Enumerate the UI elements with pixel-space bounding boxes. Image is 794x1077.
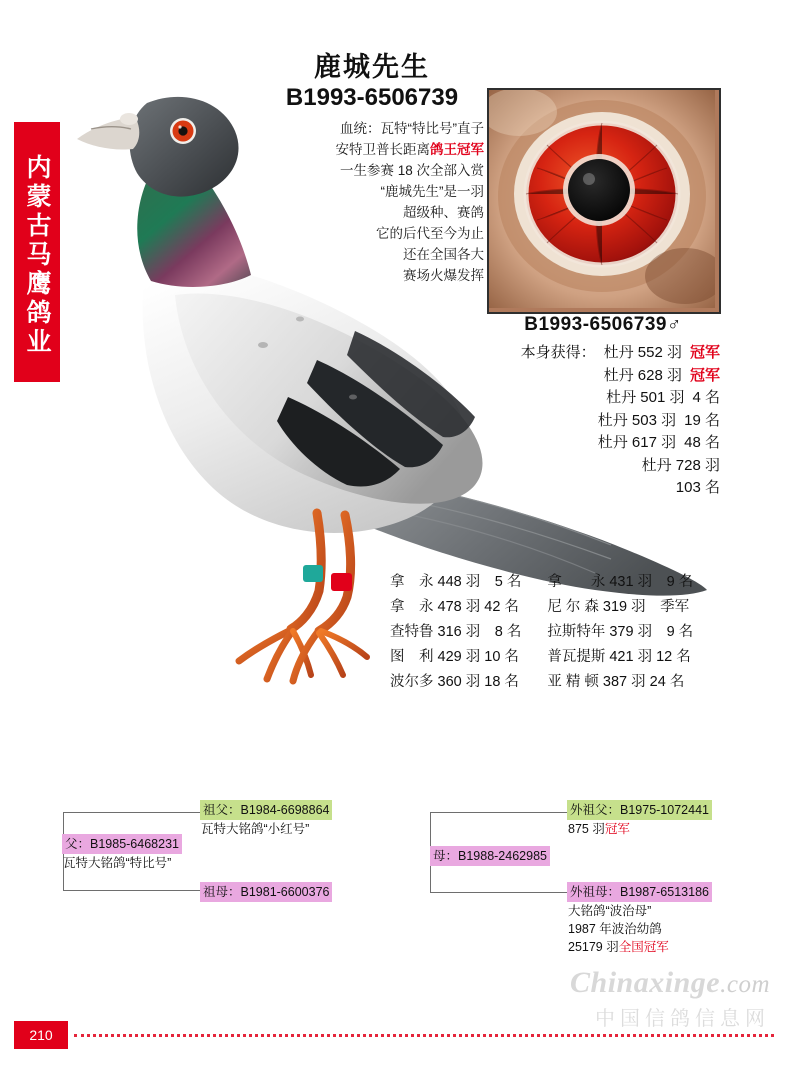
pedigree-connector — [63, 812, 201, 813]
race-place: 103 名 — [675, 479, 720, 496]
ring-number: B1993-6506739 — [285, 84, 459, 112]
race-item: 查特鲁 316 羽 8 名 — [390, 623, 522, 640]
results-row — [470, 432, 720, 455]
race-column-left — [390, 570, 521, 695]
race-place: 4 名 — [692, 389, 720, 406]
results-row — [470, 365, 720, 388]
results-row — [470, 410, 720, 433]
footer-divider — [74, 1034, 774, 1037]
page-title: 鹿城先生 — [314, 52, 430, 82]
race-place: 冠军 — [689, 344, 720, 361]
pedigree-band: 外祖母：B1987-6513186 — [567, 882, 712, 902]
race-item: 图 利 429 羽 10 名 — [390, 648, 519, 665]
page-number: 210 — [14, 1021, 68, 1049]
race-name: 杜丹 628 羽 — [603, 366, 682, 384]
race-item: 拿 永 478 羽 42 名 — [390, 598, 519, 615]
desc-line: “鹿城先生”是一羽 — [380, 183, 484, 199]
own-results-label: 本身获得： — [520, 344, 596, 361]
results-row — [470, 342, 720, 365]
pedigree-band: 外祖父：B1975-1072441 — [567, 800, 712, 820]
title-block — [258, 52, 486, 286]
pedigree-connector — [430, 892, 568, 893]
watermark — [570, 966, 770, 1031]
race-item: 亚 精 顿 387 羽 24 名 — [547, 673, 685, 690]
pedigree-node-dam-dam — [567, 882, 712, 957]
pedigree-band: 父：B1985-6468231 — [62, 834, 182, 854]
race-column-right — [547, 570, 693, 695]
pedigree-node-dam — [430, 846, 550, 866]
own-results — [470, 342, 720, 500]
watermark-sub: 中国信鸽信息网 — [595, 1008, 770, 1030]
race-item: 拉斯特年 379 羽 9 名 — [547, 623, 694, 640]
race-place: 冠军 — [689, 366, 720, 384]
race-name: 杜丹 617 羽 — [597, 434, 677, 451]
desc-line: 一生参赛 18 次全部入赏 — [339, 162, 484, 178]
results-row — [470, 387, 720, 410]
race-item: 波尔多 360 羽 18 名 — [390, 673, 519, 690]
pedigree-note: 1987 年波治幼鸽 — [568, 922, 662, 937]
watermark-main: Chinaxinge.com — [570, 966, 770, 999]
race-name: 杜丹 728 羽 — [641, 456, 720, 474]
race-place: 48 名 — [684, 434, 720, 451]
race-item: 拿 永 448 羽 5 名 — [390, 574, 522, 590]
race-item: 尼 尔 森 319 羽 季军 — [547, 598, 690, 615]
pedigree-node-dam-sire — [567, 800, 712, 838]
pedigree-node-sire-sire — [200, 800, 332, 838]
pedigree-chart — [0, 790, 794, 980]
race-name: 杜丹 552 羽 — [603, 344, 682, 361]
side-banner: 内蒙古马鹰鸽业 — [14, 122, 60, 382]
pedigree-note: 大铭鸽“波治母” — [568, 904, 652, 919]
desc-line: 血统：瓦特“特比号”直子 — [340, 121, 484, 137]
pedigree-connector — [63, 890, 201, 891]
race-name: 杜丹 503 羽 — [597, 411, 677, 429]
race-results-list — [390, 570, 738, 695]
pedigree-note: 瓦特大铭鸽“小红号” — [201, 822, 310, 837]
pedigree-node-sire-dam — [200, 882, 332, 902]
race-name: 杜丹 501 羽 — [606, 389, 685, 406]
desc-line: 还在全国各大 — [403, 246, 484, 262]
eye-caption: B1993-6506739♂ — [524, 314, 682, 335]
pedigree-band: 祖父：B1984-6698864 — [200, 800, 332, 820]
pedigree-note: 25179 羽全国冠军 — [568, 940, 669, 955]
race-item: 拿 永 431 羽 9 名 — [547, 574, 694, 590]
pedigree-band: 祖母：B1981-6600376 — [200, 882, 332, 902]
eye-photo — [487, 88, 721, 314]
pedigree-band: 母：B1988-2462985 — [430, 846, 550, 866]
race-place: 19 名 — [684, 411, 720, 429]
pedigree-note: 875 羽冠军 — [568, 822, 630, 837]
desc-line: 超级种、赛鸽 — [403, 204, 484, 220]
pedigree-node-sire — [62, 834, 182, 872]
desc-line: 赛场火爆发挥 — [403, 267, 484, 283]
pedigree-note: 瓦特大铭鸽“特比号” — [63, 856, 172, 871]
results-row — [470, 477, 720, 500]
desc-line: 它的后代至今为止 — [376, 225, 484, 241]
desc-line: 安特卫普长距离鸽王冠军 — [335, 141, 484, 157]
results-row — [470, 455, 720, 478]
race-item: 普瓦提斯 421 羽 12 名 — [547, 648, 691, 665]
description — [258, 119, 486, 286]
pedigree-connector — [430, 812, 568, 813]
